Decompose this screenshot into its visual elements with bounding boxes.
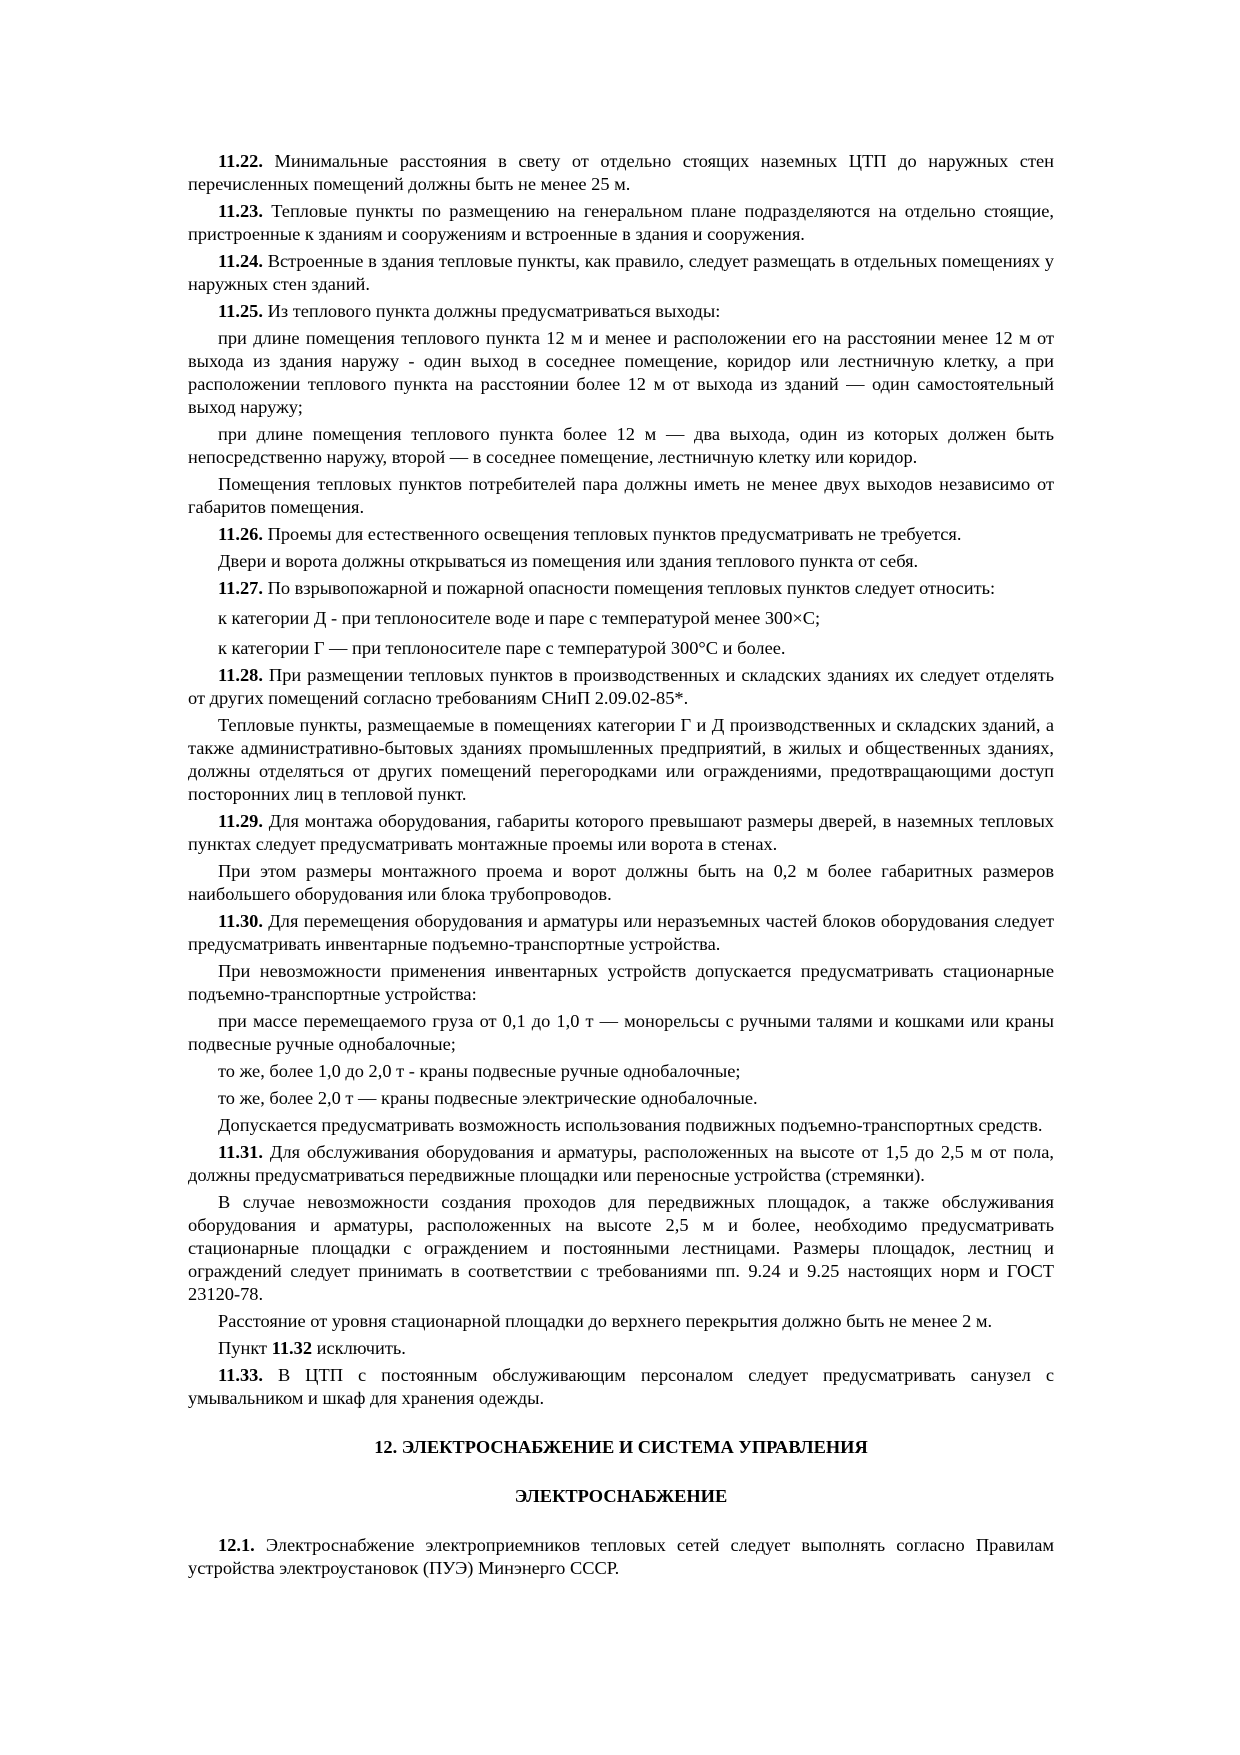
paragraph-11-25: [188, 300, 1054, 323]
paragraph: то же, более 2,0 т — краны подвесные электрические однобалочные.: [218, 1088, 758, 1108]
paragraph-text: исключить.: [312, 1338, 406, 1358]
paragraph-11-27: [188, 577, 1054, 600]
subsection-heading: ЭЛЕКТРОСНАБЖЕНИЕ: [514, 1486, 728, 1506]
paragraph: Тепловые пункты, размещаемые в помещениях категории Г и Д производственных и складских зданий, а также административно-бытовых зданиях промышленных предприятий, в жилых и общественных зданиях, должны отделяться от других помещений перегородками или ограждениями, предотвращающими доступ посторонних лиц в тепловой пункт.: [188, 715, 1054, 804]
paragraph-11-32: [188, 1337, 1054, 1360]
paragraph: В случае невозможности создания проходов для передвижных площадок, а также обслуживания оборудования и арматуры, расположенных на высоте 2,5 м и более, необходимо предусматривать стационарные площадки с ограждением и постоянными лестницами. Размеры площадок, лестниц и ограждений следует принимать в соответствии с требованиями пп. 9.24 и 9.25 настоящих норм и ГОСТ 23120-78.: [188, 1192, 1054, 1304]
paragraph-text: Встроенные в здания тепловые пункты, как правило, следует размещать в отдельных помещениях у наружных стен зданий.: [188, 251, 1054, 294]
paragraph-11-29: [188, 810, 1054, 856]
paragraph-text: Для монтажа оборудования, габариты которого превышают размеры дверей, в наземных тепловых пунктах следует предусматривать монтажные проемы или ворота в стенах.: [188, 811, 1054, 854]
clause-number: 11.25.: [218, 301, 263, 321]
paragraph: Двери и ворота должны открываться из помещения или здания теплового пункта от себя.: [218, 551, 919, 571]
paragraph-text: Для обслуживания оборудования и арматуры, расположенных на высоте от 1,5 до 2,5 м от пола, должны предусматриваться передвижные площадки или переносные устройства (стремянки).: [188, 1142, 1054, 1185]
paragraph: к категории Г — при теплоносителе паре с температурой 300°С и более.: [218, 638, 786, 658]
clause-number: 11.30.: [218, 911, 263, 931]
paragraph: Расстояние от уровня стационарной площадки до верхнего перекрытия должно быть не менее 2 м.: [218, 1311, 993, 1331]
clause-number: 11.23.: [218, 201, 263, 221]
paragraph-text: По взрывопожарной и пожарной опасности помещения тепловых пунктов следует относить:: [262, 578, 996, 598]
paragraph-text: Для перемещения оборудования и арматуры или неразъемных частей блоков оборудования следует предусматривать инвентарные подъемно-транспортные устройства.: [188, 911, 1054, 954]
paragraph-text: Из теплового пункта должны предусматриваться выходы:: [262, 301, 721, 321]
paragraph-text: Электроснабжение электроприемников тепловых сетей следует выполнять согласно Правилам устройства электроустановок (ПУЭ) Минэнерго СССР.: [188, 1535, 1054, 1578]
clause-number: 11.27.: [218, 578, 263, 598]
paragraph-text: При размещении тепловых пунктов в производственных и складских зданиях их следует отделять от других помещений согласно требованиям СНиП 2.09.02-85*.: [188, 665, 1054, 708]
paragraph: к категории Д - при теплоносителе воде и паре с температурой менее 300×С;: [218, 608, 821, 628]
paragraph-text: Проемы для естественного освещения тепловых пунктов предусматривать не требуется.: [262, 524, 962, 544]
clause-number: 11.31.: [218, 1142, 263, 1162]
clause-number: 11.29.: [218, 811, 263, 831]
clause-number: 11.28.: [218, 665, 263, 685]
clause-number: 12.1.: [218, 1535, 255, 1555]
paragraph: при массе перемещаемого груза от 0,1 до 1,0 т — монорельсы с ручными талями и кошками или краны подвесные ручные однобалочные;: [188, 1011, 1054, 1054]
paragraph-11-28: [188, 664, 1054, 710]
paragraph: при длине помещения теплового пункта более 12 м — два выхода, один из которых должен быть непосредственно наружу, второй — в соседнее помещение, лестничную клетку или коридор.: [188, 424, 1054, 467]
paragraph: При этом размеры монтажного проема и ворот должны быть на 0,2 м более габаритных размеров наибольшего оборудования или блока трубопроводов.: [188, 861, 1054, 904]
paragraph-11-24: [188, 250, 1054, 296]
paragraph: При невозможности применения инвентарных устройств допускается предусматривать стационарные подъемно-транспортные устройства:: [188, 961, 1054, 1004]
paragraph-11-33: [188, 1364, 1054, 1410]
paragraph-11-26: [188, 523, 1054, 546]
paragraph-text: Пункт: [218, 1338, 272, 1358]
paragraph-text: Минимальные расстояния в свету от отдельно стоящих наземных ЦТП до наружных стен перечисленных помещений должны быть не менее 25 м.: [188, 151, 1054, 194]
paragraph: при длине помещения теплового пункта 12 м и менее и расположении его на расстоянии менее 12 м от выхода из здания наружу - один выход в соседнее помещение, коридор или лестничную клетку, а при расположении теплового пункта на расстоянии более 12 м от выхода из зданий — один самостоятельный выход наружу;: [188, 328, 1054, 417]
paragraph: Допускается предусматривать возможность использования подвижных подъемно-транспортных средств.: [218, 1115, 1043, 1135]
paragraph-text: Тепловые пункты по размещению на генеральном плане подразделяются на отдельно стоящие, пристроенные к зданиям и сооружениям и встроенные в здания и сооружения.: [188, 201, 1054, 244]
clause-number: 11.24.: [218, 251, 263, 271]
document-body: [188, 150, 1054, 1580]
section-heading: 12. ЭЛЕКТРОСНАБЖЕНИЕ И СИСТЕМА УПРАВЛЕНИЯ: [374, 1437, 868, 1457]
paragraph-12-1: [188, 1534, 1054, 1580]
clause-number: 11.32: [271, 1338, 313, 1358]
paragraph-11-31: [188, 1141, 1054, 1187]
clause-number: 11.33.: [218, 1365, 263, 1385]
paragraph: то же, более 1,0 до 2,0 т - краны подвесные ручные однобалочные;: [218, 1061, 741, 1081]
paragraph: Помещения тепловых пунктов потребителей пара должны иметь не менее двух выходов независимо от габаритов помещения.: [188, 474, 1054, 517]
paragraph-11-22: [188, 150, 1054, 196]
paragraph-11-30: [188, 910, 1054, 956]
clause-number: 11.26.: [218, 524, 263, 544]
clause-number: 11.22.: [218, 151, 263, 171]
paragraph-text: В ЦТП с постоянным обслуживающим персоналом следует предусматривать санузел с умывальником и шкаф для хранения одежды.: [188, 1365, 1054, 1408]
paragraph-11-23: [188, 200, 1054, 246]
